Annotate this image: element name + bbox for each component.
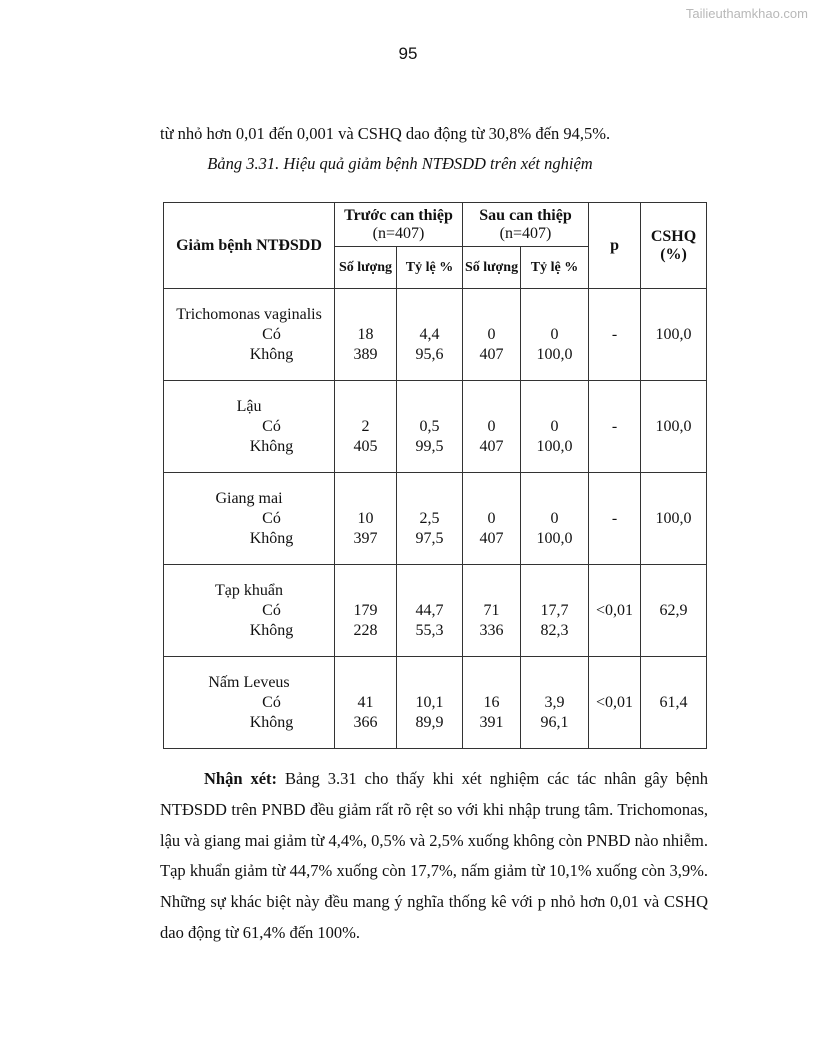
before-pct-cell-no: 97,5 xyxy=(415,529,444,547)
after-pct-cell xyxy=(521,473,589,565)
before-pct-cell-yes: 0,5 xyxy=(419,417,440,435)
after-pct-cell xyxy=(521,381,589,473)
after-count-cell-no: 407 xyxy=(479,529,504,547)
before-count-cell xyxy=(335,473,397,565)
after-count-cell-no: 407 xyxy=(479,345,504,363)
watermark: Tailieuthamkhao.com xyxy=(685,6,808,21)
after-count-cell xyxy=(463,289,521,381)
header-after-group xyxy=(463,203,589,247)
p-cell: - xyxy=(589,473,641,565)
header-category: Giảm bệnh NTĐSDD xyxy=(164,203,335,289)
after-count-cell xyxy=(463,473,521,565)
option-yes: Có xyxy=(262,417,281,435)
before-pct-cell xyxy=(397,657,463,749)
option-no: Không xyxy=(249,621,294,639)
before-count-cell xyxy=(335,657,397,749)
after-count-cell-yes: 16 xyxy=(483,693,500,711)
category-name: Nấm Leveus xyxy=(208,673,290,691)
after-pct-cell-no: 100,0 xyxy=(536,345,573,363)
category-cell xyxy=(164,381,335,473)
after-count-cell-no: 407 xyxy=(479,437,504,455)
after-pct-cell-no: 82,3 xyxy=(540,621,569,639)
before-pct-cell-yes: 4,4 xyxy=(419,325,440,343)
before-count-cell xyxy=(335,565,397,657)
header-after-n: (n=407) xyxy=(499,224,552,242)
after-pct-cell-yes: 0 xyxy=(550,417,559,435)
before-pct-cell-no: 95,6 xyxy=(415,345,444,363)
option-yes: Có xyxy=(262,325,281,343)
option-yes: Có xyxy=(262,601,281,619)
before-count-cell-no: 228 xyxy=(353,621,378,639)
after-count-cell xyxy=(463,565,521,657)
cshq-cell: 100,0 xyxy=(641,289,707,381)
remark-paragraph xyxy=(160,764,708,949)
header-cshq xyxy=(641,203,707,289)
category-name: Trichomonas vaginalis xyxy=(176,305,322,323)
before-count-cell-yes: 18 xyxy=(357,325,374,343)
table-row xyxy=(164,657,707,749)
after-pct-cell-yes: 3,9 xyxy=(544,693,565,711)
option-yes: Có xyxy=(262,509,281,527)
after-count-cell-no: 391 xyxy=(479,713,504,731)
category-cell xyxy=(164,473,335,565)
header-before-n: (n=407) xyxy=(372,224,425,242)
before-pct-cell-yes: 2,5 xyxy=(419,509,440,527)
before-count-cell-yes: 2 xyxy=(361,417,370,435)
cshq-cell: 100,0 xyxy=(641,473,707,565)
after-pct-cell xyxy=(521,657,589,749)
category-cell xyxy=(164,657,335,749)
p-cell: <0,01 xyxy=(589,565,641,657)
after-count-cell-yes: 71 xyxy=(483,601,500,619)
before-count-cell-yes: 179 xyxy=(353,601,378,619)
p-cell: - xyxy=(589,289,641,381)
after-count-cell-yes: 0 xyxy=(487,509,496,527)
before-count-cell-yes: 41 xyxy=(357,693,374,711)
after-count-cell xyxy=(463,381,521,473)
p-cell: <0,01 xyxy=(589,657,641,749)
header-before-group xyxy=(335,203,463,247)
before-pct-cell-no: 55,3 xyxy=(415,621,444,639)
before-count-cell xyxy=(335,289,397,381)
results-table xyxy=(163,202,707,749)
before-pct-cell-no: 99,5 xyxy=(415,437,444,455)
before-pct-cell-yes: 44,7 xyxy=(415,601,444,619)
header-p: p xyxy=(589,203,641,289)
before-count-cell-no: 389 xyxy=(353,345,378,363)
table-row xyxy=(164,289,707,381)
table-row xyxy=(164,565,707,657)
before-count-cell-no: 397 xyxy=(353,529,378,547)
before-pct-cell xyxy=(397,565,463,657)
header-cshq-unit: (%) xyxy=(660,245,687,263)
table-row xyxy=(164,473,707,565)
before-pct-cell xyxy=(397,473,463,565)
before-count-cell-no: 366 xyxy=(353,713,378,731)
table-row xyxy=(164,381,707,473)
before-pct-cell xyxy=(397,289,463,381)
after-pct-cell xyxy=(521,289,589,381)
after-pct-cell-yes: 0 xyxy=(550,509,559,527)
before-count-cell xyxy=(335,381,397,473)
before-count-cell-yes: 10 xyxy=(357,509,374,527)
after-pct-cell-yes: 0 xyxy=(550,325,559,343)
category-name: Tạp khuẩn xyxy=(215,581,283,599)
header-cshq-title: CSHQ xyxy=(650,227,697,245)
category-name: Lậu xyxy=(236,397,262,415)
header-before-count: Số lượng xyxy=(335,247,397,289)
option-no: Không xyxy=(249,529,294,547)
before-pct-cell-no: 89,9 xyxy=(415,713,444,731)
after-pct-cell-no: 100,0 xyxy=(536,529,573,547)
page-number: 95 xyxy=(398,44,418,63)
table-caption: Bảng 3.31. Hiệu quả giảm bệnh NTĐSDD trên xét nghiệm xyxy=(207,154,593,173)
category-name: Giang mai xyxy=(215,489,283,507)
after-pct-cell xyxy=(521,565,589,657)
remark-label: Nhận xét: xyxy=(204,769,278,788)
option-yes: Có xyxy=(262,693,281,711)
after-pct-cell-yes: 17,7 xyxy=(540,601,569,619)
remark-text: Bảng 3.31 cho thấy khi xét nghiệm các tác nhân gây bệnh NTĐSDD trên PNBD đều giảm rất rõ rệt so với khi nhập trung tâm. Trichomonas, lậu và giang mai giảm từ 4,4%, 0,5% và 2,5% xuống không còn PNBD nào nhiễm. Tạp khuẩn giảm từ 44,7% xuống còn 17,7%, nấm giảm từ 10,1% xuống còn 3,9%. Những sự khác biệt này đều mang ý nghĩa thống kê với p nhỏ hơn 0,01 và CSHQ dao động từ 61,4% đến 100%. xyxy=(160,769,708,942)
after-count-cell-no: 336 xyxy=(479,621,504,639)
before-pct-cell xyxy=(397,381,463,473)
header-after-pct: Tỷ lệ % xyxy=(521,247,589,289)
intro-line: từ nhỏ hơn 0,01 đến 0,001 và CSHQ dao động từ 30,8% đến 94,5%. xyxy=(160,124,611,143)
after-count-cell-yes: 0 xyxy=(487,325,496,343)
p-cell: - xyxy=(589,381,641,473)
header-after-title: Sau can thiệp xyxy=(479,206,572,224)
before-pct-cell-yes: 10,1 xyxy=(415,693,444,711)
cshq-cell: 61,4 xyxy=(641,657,707,749)
header-before-title: Trước can thiệp xyxy=(344,206,453,224)
before-count-cell-no: 405 xyxy=(353,437,378,455)
cshq-cell: 100,0 xyxy=(641,381,707,473)
after-count-cell-yes: 0 xyxy=(487,417,496,435)
after-pct-cell-no: 100,0 xyxy=(536,437,573,455)
option-no: Không xyxy=(249,437,294,455)
header-after-count: Số lượng xyxy=(463,247,521,289)
header-before-pct: Tỷ lệ % xyxy=(397,247,463,289)
category-cell xyxy=(164,565,335,657)
cshq-cell: 62,9 xyxy=(641,565,707,657)
after-count-cell xyxy=(463,657,521,749)
option-no: Không xyxy=(249,345,294,363)
category-cell xyxy=(164,289,335,381)
after-pct-cell-no: 96,1 xyxy=(540,713,569,731)
option-no: Không xyxy=(249,713,294,731)
